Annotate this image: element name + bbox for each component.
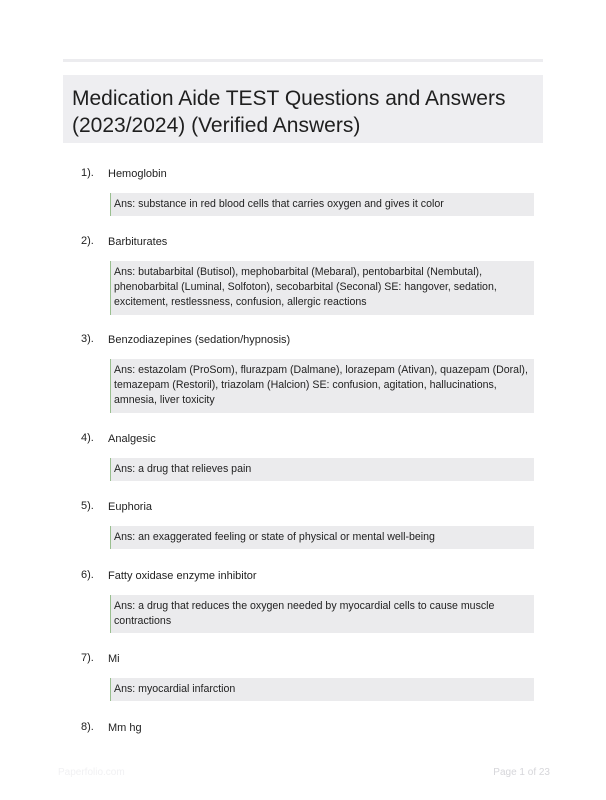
title-box bbox=[63, 75, 543, 143]
top-rule bbox=[63, 59, 543, 62]
question-term: Hemoglobin bbox=[108, 168, 167, 180]
answer-box: Ans: estazolam (ProSom), flurazpam (Dalmane), lorazepam (Ativan), quazepam (Doral), temazepam (Restoril), triazolam (Halcion) SE: confusion, agitation, hallucinations, amnesia, liver toxicity bbox=[110, 359, 534, 413]
answer-box: Ans: myocardial infarction bbox=[110, 678, 534, 701]
question-term: Benzodiazepines (sedation/hypnosis) bbox=[108, 334, 291, 346]
question-term: Fatty oxidase enzyme inhibitor bbox=[108, 570, 257, 582]
answer-box: Ans: an exaggerated feeling or state of physical or mental well-being bbox=[110, 526, 534, 549]
question-term: Barbiturates bbox=[108, 236, 168, 248]
question-number: 3). bbox=[81, 333, 94, 345]
question-number: 4). bbox=[81, 432, 94, 444]
answer-box: Ans: a drug that reduces the oxygen needed by myocardial cells to cause muscle contractions bbox=[110, 595, 534, 633]
answer-box: Ans: a drug that relieves pain bbox=[110, 458, 534, 481]
question-number: 8). bbox=[81, 721, 94, 733]
question-number: 2). bbox=[81, 235, 94, 247]
document-title: Medication Aide TEST Questions and Answers (2023/2024) (Verified Answers) bbox=[72, 87, 506, 137]
question-term: Mi bbox=[108, 653, 120, 665]
question-number: 5). bbox=[81, 500, 94, 512]
question-number: 7). bbox=[81, 652, 94, 664]
question-number: 1). bbox=[81, 167, 94, 179]
answer-box: Ans: substance in red blood cells that carries oxygen and gives it color bbox=[110, 193, 534, 216]
question-term: Mm hg bbox=[108, 722, 142, 734]
question-number: 6). bbox=[81, 569, 94, 581]
question-term: Analgesic bbox=[108, 433, 156, 445]
question-term: Euphoria bbox=[108, 501, 153, 513]
footer-watermark: Paperfolio.com bbox=[58, 767, 125, 778]
answer-box: Ans: butabarbital (Butisol), mephobarbital (Mebaral), pentobarbital (Nembutal), phenobarbital (Luminal, Solfoton), secobarbital (Seconal) SE: hangover, sedation, excitement, restlessness, confusion, allergic reactions bbox=[110, 261, 534, 315]
page-number: Page 1 of 23 bbox=[493, 767, 550, 778]
